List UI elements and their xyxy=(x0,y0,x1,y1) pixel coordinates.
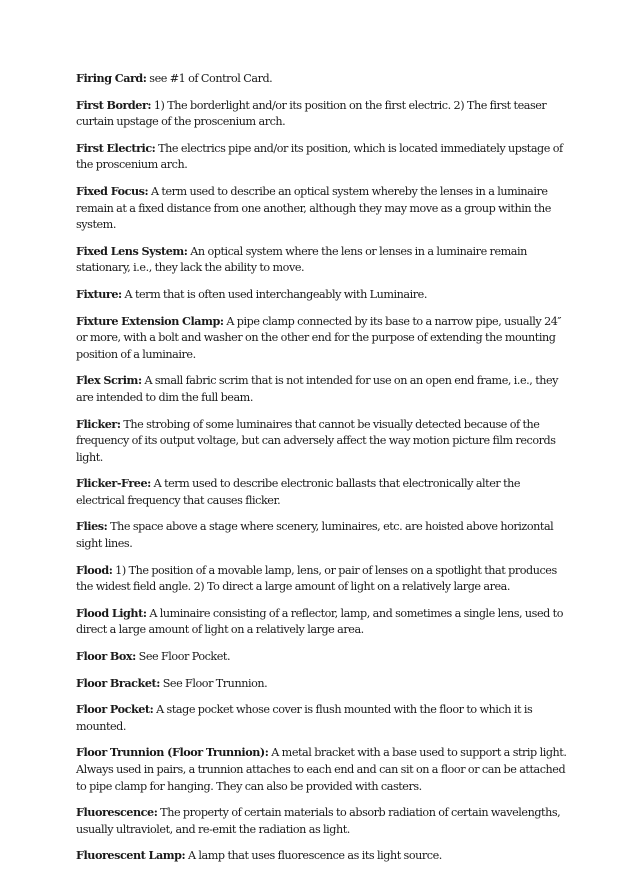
glossary-definition: The strobing of some luminaires that cannot be visually detected because of the frequency of its output voltage, but can adversely affect the way motion picture film records light. xyxy=(76,417,556,464)
glossary-definition: See Floor Pocket. xyxy=(135,650,231,664)
glossary-term: Fixed Focus: xyxy=(76,183,149,198)
glossary-definition: A small fabric scrim that is not intended for use on an open end frame, i.e., they are intended to dim the full beam. xyxy=(76,374,559,404)
glossary-entry-flies xyxy=(76,518,570,552)
glossary-term: Flood Light: xyxy=(76,605,147,620)
glossary-term: Floor Bracket: xyxy=(76,675,160,690)
glossary-entry-flicker-free xyxy=(76,475,570,509)
glossary-entry-fixture xyxy=(76,286,570,304)
glossary-entry-floor-pocket xyxy=(76,701,570,735)
glossary-entry-floor-trunnion xyxy=(76,744,570,795)
glossary-entry-flex-scrim xyxy=(76,372,570,406)
glossary-definition: See Floor Trunnion. xyxy=(159,676,268,690)
glossary-term: Fluorescence: xyxy=(76,805,158,820)
glossary-entry-fixed-focus xyxy=(76,183,570,234)
glossary-term: Fluorescent Lamp: xyxy=(76,848,186,863)
glossary-entry-firing-card xyxy=(76,70,570,88)
glossary-term: Flies: xyxy=(76,519,108,534)
glossary-term: Floor Box: xyxy=(76,649,136,664)
glossary-term: Flex Scrim: xyxy=(76,373,142,388)
glossary-definition: The electrics pipe and/or its position, which is located immediately upstage of the proscenium arch. xyxy=(76,141,563,172)
glossary-definition: A luminaire consisting of a reflector, lamp, and sometimes a single lens, used to direct a large amount of light on a relatively large area. xyxy=(76,606,563,637)
glossary-entry-flood-light xyxy=(76,605,570,639)
glossary-entry-fixture-extension-clamp xyxy=(76,313,570,364)
glossary-term: Flicker-Free: xyxy=(76,476,151,491)
glossary-term: Flood: xyxy=(76,562,113,577)
glossary-entry-floor-bracket xyxy=(76,675,570,693)
glossary-term: Fixed Lens System: xyxy=(76,243,188,258)
glossary-definition: A term that is often used interchangeably with Luminaire. xyxy=(121,287,427,301)
glossary-definition: A metal bracket with a base used to support a strip light. Always used in pairs, a trunnion attaches to each end and can sit on a floor or can be attached to pipe clamp for hanging. They can also be provided with casters. xyxy=(76,746,567,793)
glossary-page xyxy=(76,70,570,874)
glossary-definition: An optical system where the lens or lenses in a luminaire remain stationary, i.e., they lack the ability to move. xyxy=(76,244,527,275)
glossary-definition: 1) The position of a movable lamp, lens, or pair of lenses on a spotlight that produces the widest field angle. 2) To direct a large amount of light on a relatively large area. xyxy=(76,563,557,594)
glossary-definition: A lamp that uses fluorescence as its light source. xyxy=(185,849,442,863)
glossary-definition: A pipe clamp connected by its base to a narrow pipe, usually 24″ or more, with a bolt and washer on the other end for the purpose of extending the mounting position of a luminaire. xyxy=(76,314,562,361)
glossary-term: First Electric: xyxy=(76,140,156,155)
glossary-entry-flicker xyxy=(76,416,570,467)
glossary-entry-fixed-lens-system xyxy=(76,243,570,277)
glossary-term: Fixture Extension Clamp: xyxy=(76,313,224,328)
glossary-entry-fluorescence xyxy=(76,804,570,838)
glossary-entry-first-border xyxy=(76,97,570,131)
glossary-entry-fluorescent-lamp xyxy=(76,847,570,865)
glossary-term: Fixture: xyxy=(76,286,122,301)
glossary-term: Flicker: xyxy=(76,416,121,431)
glossary-definition: The property of certain materials to absorb radiation of certain wavelengths, usually ultraviolet, and re-emit the radiation as light. xyxy=(76,806,561,836)
glossary-entry-first-electric xyxy=(76,140,570,174)
glossary-definition: see #1 of Control Card. xyxy=(146,72,273,85)
glossary-definition: A term used to describe electronic ballasts that electronically alter the electrical frequency that causes flicker. xyxy=(76,477,521,507)
glossary-term: First Border: xyxy=(76,97,152,112)
glossary-definition: A stage pocket whose cover is flush mounted with the floor to which it is mounted. xyxy=(76,703,533,733)
glossary-term: Floor Trunnion (Floor Trunnion): xyxy=(76,745,269,760)
glossary-entry-floor-box xyxy=(76,648,570,666)
glossary-definition: The space above a stage where scenery, luminaires, etc. are hoisted above horizontal sight lines. xyxy=(76,520,554,551)
glossary-term: Floor Pocket: xyxy=(76,702,154,717)
glossary-definition: A term used to describe an optical system whereby the lenses in a luminaire remain at a fixed distance from one another, although they may move as a group within the system. xyxy=(76,184,551,232)
glossary-entry-flood xyxy=(76,562,570,596)
glossary-definition: 1) The borderlight and/or its position on the first electric. 2) The first teaser curtain upstage of the proscenium arch. xyxy=(76,98,547,129)
glossary-term: Firing Card: xyxy=(76,71,147,85)
